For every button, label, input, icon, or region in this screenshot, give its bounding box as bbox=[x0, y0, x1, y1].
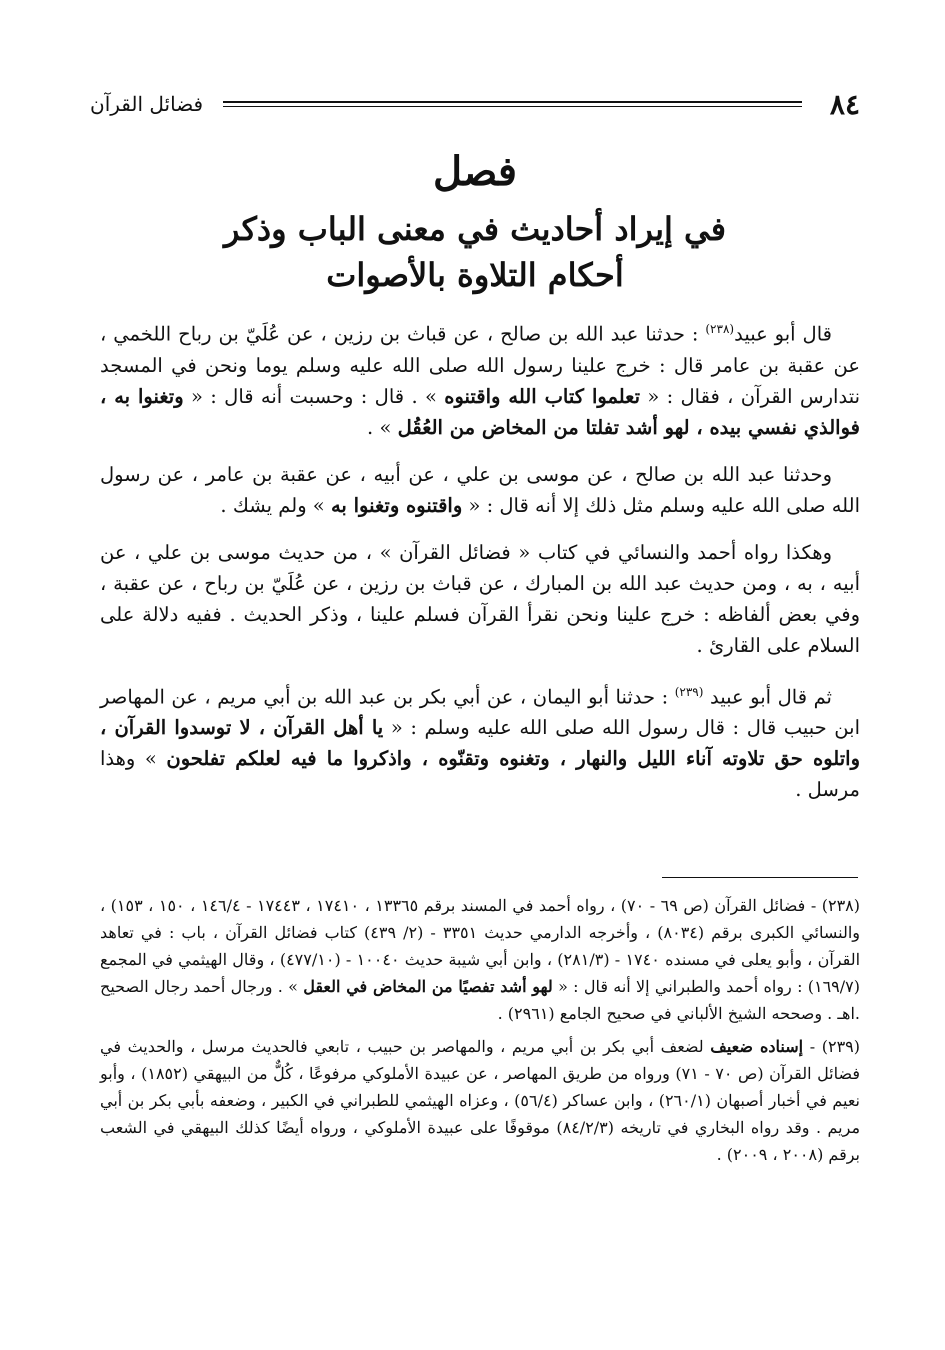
footnote-separator bbox=[662, 877, 858, 878]
p2-text-2: » ولم يشك . bbox=[220, 493, 331, 517]
footnote-239 bbox=[100, 1033, 860, 1168]
footnotes bbox=[100, 892, 860, 1174]
p1-hadith-2: وتغنوا به ، فوالذي نفسي بيده ، لهو أشد تفلتا من المخاض من العُقُل bbox=[100, 384, 860, 439]
paragraph-2 bbox=[100, 459, 860, 521]
running-title: فضائل القرآن bbox=[90, 92, 204, 116]
section-title: فصل bbox=[432, 148, 518, 195]
p4-text-3: » وهذا مرسل . bbox=[100, 747, 860, 801]
section-subtitle-line-1: في إيراد أحاديث في معنى الباب وذكر bbox=[223, 210, 727, 248]
header-rule bbox=[223, 101, 802, 107]
p4-hadith-1: يا أهل القرآن ، لا توسدوا القرآن ، واتلوه حق تلاوته آناء الليل والنهار ، وتغنوه وتقنّوه ، واذكروا ما فيه لعلكم تفلحون bbox=[100, 716, 860, 770]
paragraph-3 bbox=[100, 537, 860, 661]
fn239-bold: إسناده ضعيف bbox=[710, 1037, 804, 1056]
section-subtitle-line-2: أحكام التلاوة بالأصوات bbox=[326, 256, 624, 294]
p4-text-2: : حدثنا أبو اليمان ، عن أبي بكر بن عبد الله بن أبي مريم ، عن المهاصر ابن حبيب قال : قال رسول الله صلى الله عليه وسلم : « bbox=[100, 685, 861, 739]
fn238-text-2: » . ورجال أحمد رجال الصحيح .اهـ . وصححه الشيخ الألباني في صحيح الجامع (٢٩٦١) . bbox=[100, 977, 860, 1023]
footnote-ref-238[interactable]: (٢٣٨) bbox=[705, 322, 735, 336]
fn239-text-1: (٢٣٩) - bbox=[803, 1037, 860, 1056]
fn239-text-2: لضعف أبي بكر بن أبي مريم ، والمهاصر بن حبيب ، تابعي فالحديث مرسل ، والحديث في فضائل القرآن (ص ٧٠ - ٧١) ورواه من طريق المهاصر ، عن عبيدة الأملوكي مرفوعًا ، كُلٌّ من البيهقي (١٨٥٢) ، وأبو نعيم في أخبار أصبهان (٢٦٠/١) ، وابن عساكر (٥٦/٤) ، وعزاه الهيثمي للطبراني في الكبير ، وضعفه بأبي بكر بن أبي مريم . وقد رواه البخاري في تاريخه (٨٤/٢/٣) موقوفًا على عبيدة الأملوكي ، ورواه أيضًا كذلك البيهقي في الشعب برقم (٢٠٠٨ ، ٢٠٠٩) . bbox=[100, 1037, 861, 1164]
footnote-ref-239[interactable]: (٢٣٩) bbox=[674, 684, 704, 699]
p1-hadith-1: تعلموا كتاب الله واقتنوه bbox=[444, 384, 641, 408]
footnote-238 bbox=[100, 892, 860, 1027]
body-text bbox=[100, 314, 860, 821]
p2-hadith-1: واقتنوه وتغنوا به bbox=[330, 493, 463, 517]
p1-text-4: » . bbox=[367, 415, 398, 439]
p4-text-1: ثم قال أبو عبيد bbox=[703, 685, 832, 708]
paragraph-4 bbox=[100, 677, 860, 806]
p2-text-1: وحدثنا عبد الله بن صالح ، عن موسى بن علي ، عن أبيه ، عن عقبة بن عامر ، عن رسول الله صلى الله عليه وسلم مثل ذلك إلا أنه قال : « bbox=[100, 462, 860, 517]
p1-text-1: قال أبو عبيد bbox=[734, 322, 832, 346]
page-header bbox=[90, 84, 860, 124]
fn238-bold: لهو أشد تفصيًا من المخاض في العقل bbox=[303, 977, 553, 996]
fn238-text-1: (٢٣٨) - فضائل القرآن (ص ٦٩ - ٧٠) ، رواه أحمد في المسند برقم ١٣٣٦٥ ، ١٧٤١٠ ، ١٧٤٤٣ - ١٤٦/٤ ، ١٥٠ ، ١٥٣) ، والنسائي الكبرى برقم (٨٠٣٤) ، وأخرجه الدارمي حديث ٣٣٥١ - (٢/ ٤٣٩) كتاب فضائل القرآن ، باب : في تعاهد القرآن ، وأبو يعلى في مسنده ١٧٤٠ - (٢٨١/٣) ، وابن أبي شيبة حديث ١٠٠٤٠ - (٤٧٧/١٠) ، وقال الهيثمي في المجمع (١٦٩/٧) : رواه أحمد والطبراني إلا أنه قال : « bbox=[100, 896, 861, 996]
p3-text-1: وهكذا رواه أحمد والنسائي في كتاب « فضائل القرآن » ، من حديث موسى بن علي ، عن أبيه ، به ، ومن حديث عبد الله بن المبارك ، عن قباث بن رزين ، عن عُلَيّ بن رباح ، عن عقبة ، وفي بعض ألفاظه : خرج علينا ونحن نقرأ القرآن فسلم علينا ، وذكر الحديث . ففيه دلالة على السلام على القارئ . bbox=[100, 540, 860, 657]
p1-text-3: » . قال : وحسبت أنه قال : « bbox=[183, 384, 445, 408]
section-headings bbox=[90, 148, 860, 298]
page-number: ٨٤ bbox=[829, 87, 860, 121]
p1-text-2: : حدثنا عبد الله بن صالح ، عن قباث بن رزين ، عن عُلَيّ بن رباح اللخمي ، عن عقبة بن عامر قال : خرج علينا رسول الله صلى الله عليه وسلم يوما ونحن في المسجد نتدارس القرآن ، فقال : « bbox=[100, 322, 861, 408]
paragraph-1 bbox=[100, 314, 860, 443]
